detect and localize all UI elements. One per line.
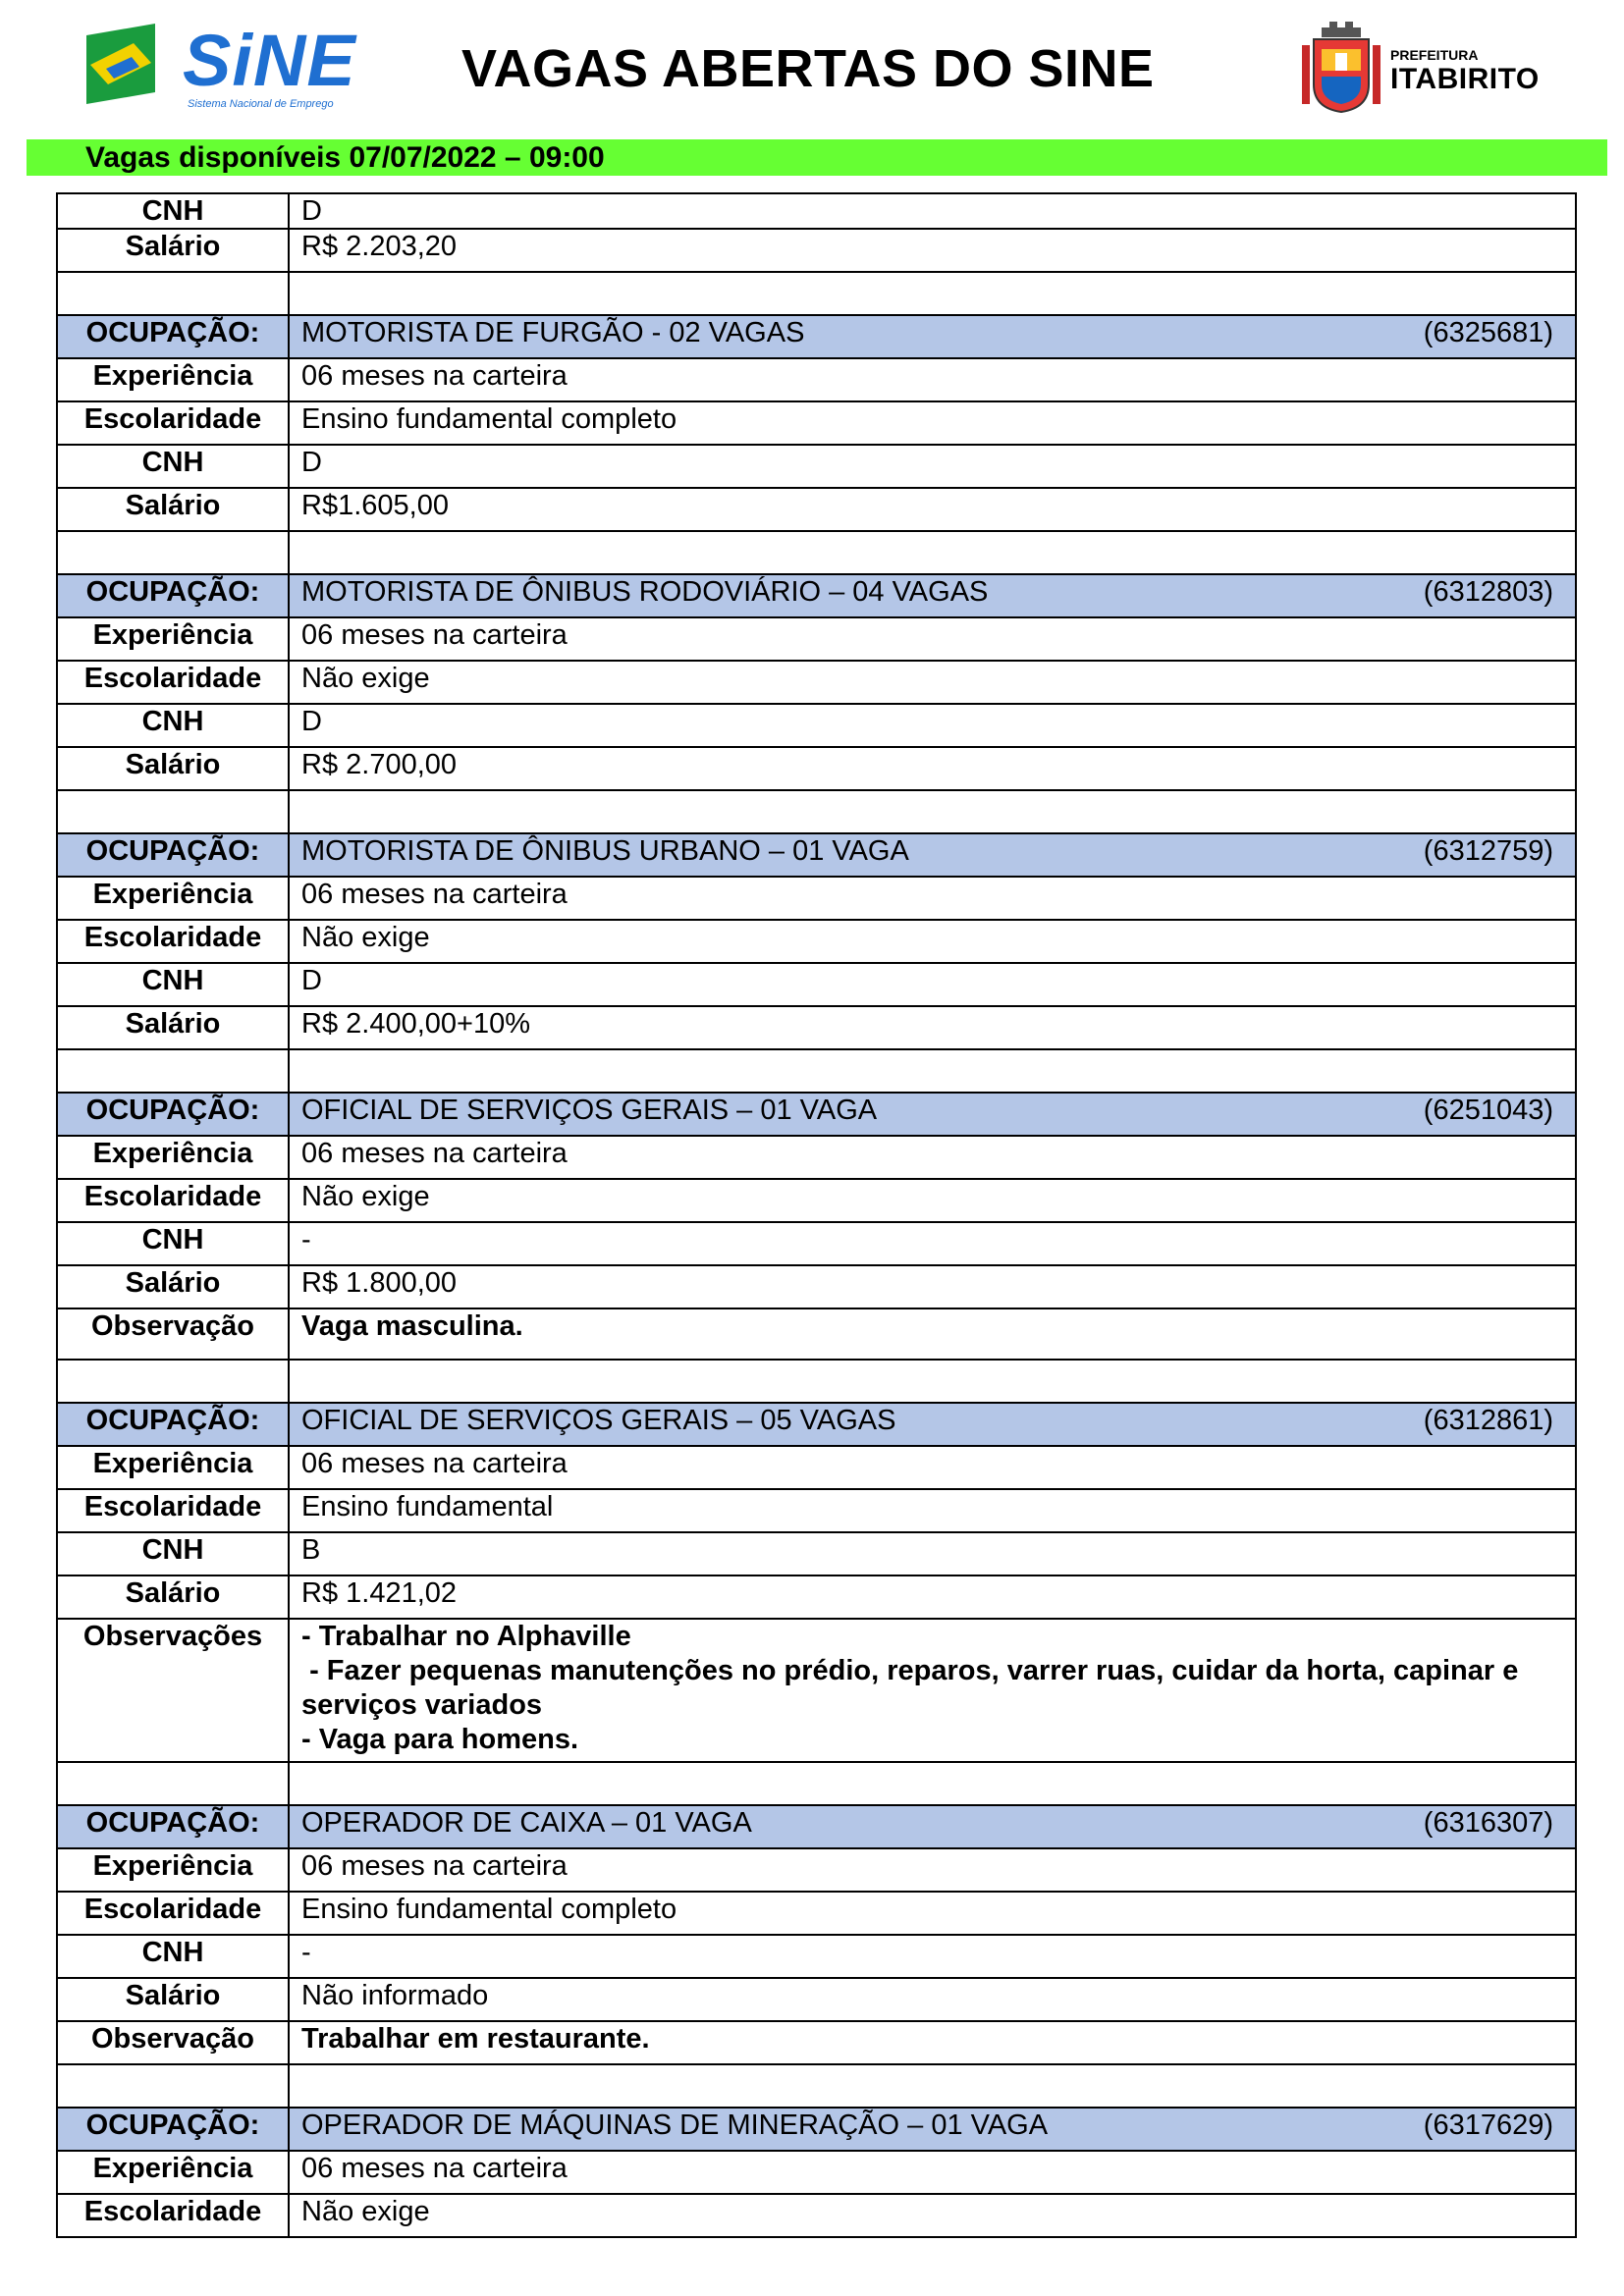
- spacer-row: [57, 2064, 1576, 2108]
- cnh-value: -: [289, 1222, 1576, 1265]
- cnh-label: CNH: [57, 1222, 289, 1265]
- escolaridade-value: Não exige: [289, 920, 1576, 963]
- experiencia-value: 06 meses na carteira: [289, 1446, 1576, 1489]
- escolaridade-value: Ensino fundamental completo: [289, 401, 1576, 445]
- salario-label: Salário: [57, 1265, 289, 1308]
- escolaridade-value: Não exige: [289, 2194, 1576, 2237]
- observacao-value: Vaga masculina.: [289, 1308, 1576, 1360]
- salario-label: Salário: [57, 1006, 289, 1049]
- occupation-row: [57, 574, 1576, 617]
- table-row: [57, 747, 1576, 790]
- escolaridade-value: Ensino fundamental completo: [289, 1892, 1576, 1935]
- table-row: [57, 1619, 1576, 1762]
- occupation-row: [57, 315, 1576, 358]
- table-row: [57, 1532, 1576, 1575]
- table-row: [57, 1179, 1576, 1222]
- observacoes-value: [289, 1619, 1576, 1762]
- table-row: [57, 401, 1576, 445]
- escolaridade-label: Escolaridade: [57, 1892, 289, 1935]
- cnh-value: D: [289, 445, 1576, 488]
- ocupacao-label: OCUPAÇÃO:: [57, 1093, 289, 1136]
- observacoes-line: - Trabalhar no Alphaville: [301, 1621, 631, 1652]
- table-row: [57, 1136, 1576, 1179]
- escolaridade-value: Ensino fundamental: [289, 1489, 1576, 1532]
- ocupacao-label: OCUPAÇÃO:: [57, 2108, 289, 2151]
- occupation-row: [57, 1805, 1576, 1848]
- table-row: [57, 1265, 1576, 1308]
- table-row: [57, 877, 1576, 920]
- experiencia-label: Experiência: [57, 2151, 289, 2194]
- occupation-title: OFICIAL DE SERVIÇOS GERAIS – 05 VAGAS: [301, 1405, 896, 1436]
- occupation-row: [57, 833, 1576, 877]
- salario-label: Salário: [57, 747, 289, 790]
- table-row: [57, 1489, 1576, 1532]
- salario-label: Salário: [57, 1978, 289, 2021]
- occupation-title: OPERADOR DE MÁQUINAS DE MINERAÇÃO – 01 VAGA: [301, 2109, 1049, 2141]
- experiencia-value: 06 meses na carteira: [289, 2151, 1576, 2194]
- cnh-label: CNH: [57, 1532, 289, 1575]
- cnh-label: CNH: [57, 1935, 289, 1978]
- table-row: [57, 193, 1576, 229]
- escolaridade-label: Escolaridade: [57, 401, 289, 445]
- experiencia-label: Experiência: [57, 1446, 289, 1489]
- cnh-label: CNH: [57, 704, 289, 747]
- experiencia-label: Experiência: [57, 877, 289, 920]
- occupation-row: [57, 2108, 1576, 2151]
- table-row: [57, 2194, 1576, 2237]
- page-header: [0, 0, 1624, 137]
- date-banner-text: Vagas disponíveis 07/07/2022 – 09:00: [85, 141, 605, 174]
- occupation-code: (6317629): [1423, 2109, 1553, 2141]
- occupation-title: MOTORISTA DE ÔNIBUS URBANO – 01 VAGA: [301, 835, 909, 867]
- experiencia-label: Experiência: [57, 617, 289, 661]
- table-row: [57, 445, 1576, 488]
- table-row: [57, 920, 1576, 963]
- escolaridade-value: Não exige: [289, 1179, 1576, 1222]
- salario-value: R$ 1.800,00: [289, 1265, 1576, 1308]
- table-row: [57, 2151, 1576, 2194]
- table-row: [57, 2021, 1576, 2064]
- spacer-row: [57, 272, 1576, 315]
- table-row: [57, 704, 1576, 747]
- table-row: [57, 617, 1576, 661]
- salario-value: R$ 2.203,20: [289, 229, 1576, 272]
- spacer-row: [57, 1762, 1576, 1805]
- escolaridade-label: Escolaridade: [57, 920, 289, 963]
- cnh-label: CNH: [57, 963, 289, 1006]
- ocupacao-label: OCUPAÇÃO:: [57, 1403, 289, 1446]
- salario-value: R$ 2.700,00: [289, 747, 1576, 790]
- observacoes-line: - Fazer pequenas manutenções no prédio, reparos, varrer ruas, cuidar da horta, capinar e serviços variados: [301, 1655, 1527, 1721]
- table-row: [57, 963, 1576, 1006]
- occupation-code: (6312803): [1423, 576, 1553, 608]
- experiencia-value: 06 meses na carteira: [289, 617, 1576, 661]
- salario-label: Salário: [57, 229, 289, 272]
- salario-value: R$ 2.400,00+10%: [289, 1006, 1576, 1049]
- table-row: [57, 1978, 1576, 2021]
- experiencia-value: 06 meses na carteira: [289, 1136, 1576, 1179]
- occupation-row: [57, 1403, 1576, 1446]
- table-row: [57, 1308, 1576, 1360]
- salario-label: Salário: [57, 488, 289, 531]
- page-title: VAGAS ABERTAS DO SINE: [461, 39, 1155, 98]
- observacoes-line: - Vaga para homens.: [301, 1724, 579, 1755]
- salario-value: R$1.605,00: [289, 488, 1576, 531]
- date-banner: [27, 139, 1607, 176]
- observacoes-label: Observações: [57, 1619, 289, 1762]
- observacao-value: Trabalhar em restaurante.: [289, 2021, 1576, 2064]
- experiencia-label: Experiência: [57, 358, 289, 401]
- table-row: [57, 661, 1576, 704]
- table-row: [57, 229, 1576, 272]
- occupation-code: (6251043): [1423, 1095, 1553, 1126]
- occupation-row: [57, 1093, 1576, 1136]
- spacer-row: [57, 531, 1576, 574]
- experiencia-value: 06 meses na carteira: [289, 358, 1576, 401]
- escolaridade-label: Escolaridade: [57, 2194, 289, 2237]
- occupation-code: (6316307): [1423, 1807, 1553, 1839]
- experiencia-label: Experiência: [57, 1848, 289, 1892]
- spacer-row: [57, 1360, 1576, 1403]
- cnh-value: -: [289, 1935, 1576, 1978]
- ocupacao-label: OCUPAÇÃO:: [57, 315, 289, 358]
- ocupacao-label: OCUPAÇÃO:: [57, 833, 289, 877]
- salario-value: R$ 1.421,02: [289, 1575, 1576, 1619]
- city-crest-icon: [1298, 20, 1384, 114]
- sine-logo-text: SiNE: [183, 20, 356, 101]
- experiencia-value: 06 meses na carteira: [289, 877, 1576, 920]
- cnh-label: CNH: [57, 193, 289, 229]
- spacer-row: [57, 790, 1576, 833]
- table-row: [57, 358, 1576, 401]
- occupation-code: (6312861): [1423, 1405, 1553, 1436]
- escolaridade-label: Escolaridade: [57, 661, 289, 704]
- table-row: [57, 1222, 1576, 1265]
- observacao-label: Observação: [57, 2021, 289, 2064]
- table-row: [57, 1935, 1576, 1978]
- cnh-value: B: [289, 1532, 1576, 1575]
- salario-value: Não informado: [289, 1978, 1576, 2021]
- escolaridade-label: Escolaridade: [57, 1179, 289, 1222]
- table-row: [57, 1006, 1576, 1049]
- occupation-code: (6325681): [1423, 317, 1553, 348]
- salario-label: Salário: [57, 1575, 289, 1619]
- experiencia-value: 06 meses na carteira: [289, 1848, 1576, 1892]
- experiencia-label: Experiência: [57, 1136, 289, 1179]
- escolaridade-value: Não exige: [289, 661, 1576, 704]
- cnh-label: CNH: [57, 445, 289, 488]
- spacer-row: [57, 1049, 1576, 1093]
- ocupacao-label: OCUPAÇÃO:: [57, 574, 289, 617]
- table-row: [57, 1892, 1576, 1935]
- prefeitura-label: PREFEITURA: [1390, 47, 1479, 63]
- table-row: [57, 1575, 1576, 1619]
- occupation-title: MOTORISTA DE FURGÃO - 02 VAGAS: [301, 317, 805, 348]
- occupation-code: (6312759): [1423, 835, 1553, 867]
- jobs-table: [56, 192, 1577, 2238]
- cnh-value: D: [289, 963, 1576, 1006]
- ocupacao-label: OCUPAÇÃO:: [57, 1805, 289, 1848]
- prefeitura-logo: [1298, 20, 1540, 118]
- brazil-flag-icon: [86, 24, 175, 112]
- sine-logo: [86, 22, 371, 115]
- sine-logo-subtitle: Sistema Nacional de Emprego: [188, 98, 334, 110]
- table-row: [57, 1848, 1576, 1892]
- observacao-label: Observação: [57, 1308, 289, 1360]
- occupation-title: MOTORISTA DE ÔNIBUS RODOVIÁRIO – 04 VAGAS: [301, 576, 989, 608]
- table-row: [57, 1446, 1576, 1489]
- cnh-value: D: [289, 704, 1576, 747]
- occupation-title: OFICIAL DE SERVIÇOS GERAIS – 01 VAGA: [301, 1095, 878, 1126]
- escolaridade-label: Escolaridade: [57, 1489, 289, 1532]
- prefeitura-city: ITABIRITO: [1390, 63, 1540, 95]
- occupation-title: OPERADOR DE CAIXA – 01 VAGA: [301, 1807, 752, 1839]
- table-row: [57, 488, 1576, 531]
- cnh-value: D: [289, 193, 1576, 229]
